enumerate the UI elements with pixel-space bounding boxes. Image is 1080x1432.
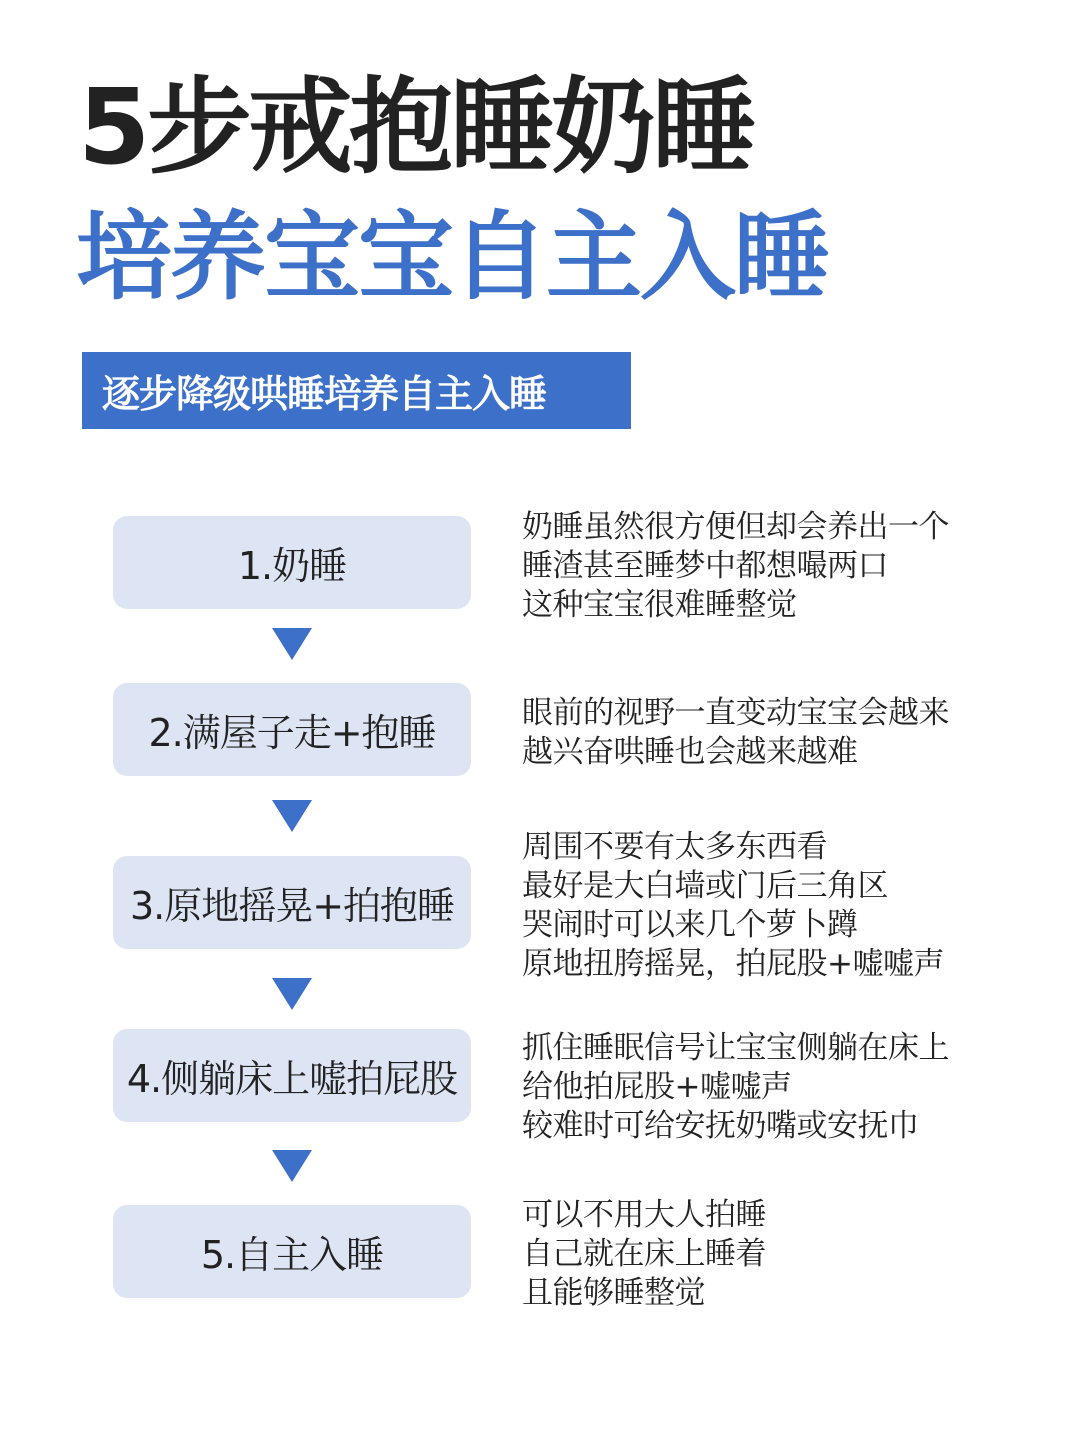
down-arrow-icon [272, 800, 312, 832]
description-line: 哭闹时可以来几个萝卜蹲 [522, 907, 858, 943]
description-line: 较难时可给安抚奶嘴或安抚巾 [522, 1108, 919, 1144]
step-box-5 [113, 1205, 471, 1298]
description-line: 眼前的视野一直变动宝宝会越来 [522, 695, 949, 731]
description-line: 且能够睡整觉 [522, 1275, 705, 1311]
description-line: 自己就在床上睡着 [522, 1236, 766, 1272]
description-line: 抓住睡眠信号让宝宝侧躺在床上 [522, 1030, 949, 1066]
step-label-2: 2.满屋子走+抱睡 [148, 711, 436, 755]
step-box-1 [113, 516, 471, 609]
step-label-5: 5.自主入睡 [200, 1233, 384, 1277]
banner-text: 逐步降级哄睡培养自主入睡 [102, 372, 547, 416]
description-line: 给他拍屁股+嘘嘘声 [522, 1069, 792, 1105]
step-label-3: 3.原地摇晃+拍抱睡 [129, 884, 455, 928]
step-box-4 [113, 1029, 471, 1122]
description-line: 越兴奋哄睡也会越来越难 [522, 734, 858, 770]
description-line: 原地扭胯摇晃，拍屁股+嘘嘘声 [522, 946, 944, 982]
step-description-3 [522, 828, 1042, 984]
page-subtitle: 培养宝宝自主入睡 [76, 201, 828, 313]
section-banner [82, 352, 631, 429]
description-line: 奶睡虽然很方便但却会养出一个 [522, 509, 949, 545]
down-arrow-icon [272, 628, 312, 660]
step-description-2 [522, 694, 1042, 772]
step-description-4 [522, 1029, 1042, 1146]
step-label-4: 4.侧躺床上嘘拍屁股 [126, 1057, 458, 1101]
step-description-1 [522, 508, 1042, 625]
description-line: 可以不用大人拍睡 [522, 1197, 766, 1233]
step-box-2 [113, 683, 471, 776]
description-line: 这种宝宝很难睡整觉 [522, 587, 797, 623]
page-title: 5步戒抱睡奶睡 [78, 66, 754, 188]
description-line: 最好是大白墙或门后三角区 [522, 868, 888, 904]
down-arrow-icon [272, 1150, 312, 1182]
description-line: 睡渣甚至睡梦中都想嘬两口 [522, 548, 888, 584]
step-description-5 [522, 1196, 1042, 1313]
step-box-3 [113, 856, 471, 949]
description-line: 周围不要有太多东西看 [522, 829, 827, 865]
step-label-1: 1.奶睡 [237, 544, 347, 588]
down-arrow-icon [272, 978, 312, 1010]
